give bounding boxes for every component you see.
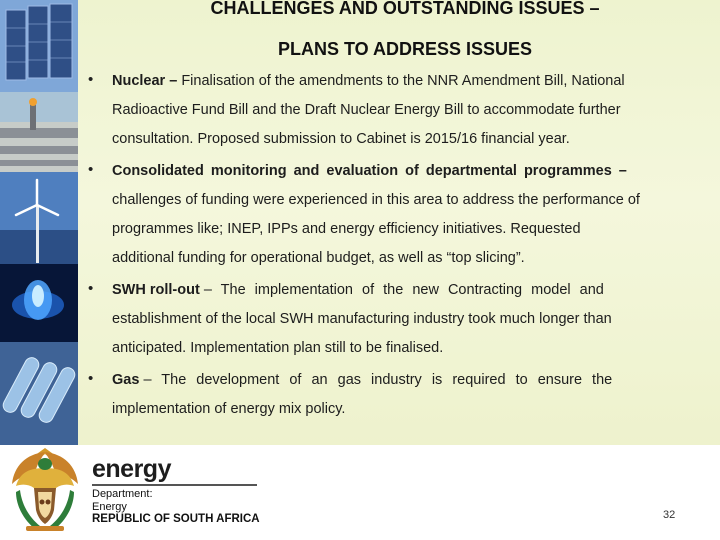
bullet-line: additional funding for operational budget, as well as “top slicing”. — [112, 250, 525, 266]
bullet-line: – The implementation of the new Contracting model and — [203, 282, 604, 298]
coat-of-arms-icon — [6, 444, 84, 532]
slide-title-line-1: CHALLENGES AND OUTSTANDING ISSUES – — [210, 0, 600, 18]
bullet-lead: Nuclear – — [112, 73, 178, 89]
bullet-line: implementation of energy mix policy. — [112, 401, 346, 417]
department-label: Department: — [92, 488, 153, 500]
slide-title-line-2: PLANS TO ADDRESS ISSUES — [277, 39, 533, 59]
page-number: 32 — [663, 509, 676, 521]
bullet-monitoring — [112, 157, 696, 273]
bullet-lead: Consolidated monitoring and evaluation of departmental programmes – — [112, 163, 627, 179]
logo-divider — [92, 484, 257, 486]
bullet-marker: • — [88, 280, 94, 297]
country-name: REPUBLIC OF SOUTH AFRICA — [92, 513, 260, 525]
bullet-line: consultation. Proposed submission to Cabinet is 2015/16 financial year. — [112, 131, 570, 147]
bullet-lead: SWH roll-out — [112, 282, 200, 298]
bullet-line: Radioactive Fund Bill and the Draft Nuclear Energy Bill to accommodate further — [112, 102, 621, 118]
bullet-marker: • — [88, 71, 94, 88]
bullet-marker: • — [88, 161, 94, 178]
bullet-line: establishment of the local SWH manufacturing industry took much longer than — [112, 311, 612, 327]
bullet-line: programmes like; INEP, IPPs and energy efficiency initiatives. Requested — [112, 221, 581, 237]
bullet-swh-rollout — [112, 276, 696, 363]
bullet-gas — [112, 366, 696, 424]
brand-logo-text: energy — [92, 455, 171, 483]
bullet-lead: Gas — [112, 372, 140, 388]
bullet-line: challenges of funding were experienced in this area to address the performance of — [112, 192, 640, 208]
energy-photo-strip — [0, 0, 78, 445]
bullet-line: Finalisation of the amendments to the NNR Amendment Bill, National — [181, 73, 625, 89]
bullet-line: anticipated. Implementation plan still to be finalised. — [112, 340, 444, 356]
bullet-nuclear — [112, 67, 696, 154]
department-name: Energy — [92, 501, 127, 513]
bullet-marker: • — [88, 370, 94, 387]
bullet-line: – The development of an gas industry is required to ensure the — [143, 372, 613, 388]
